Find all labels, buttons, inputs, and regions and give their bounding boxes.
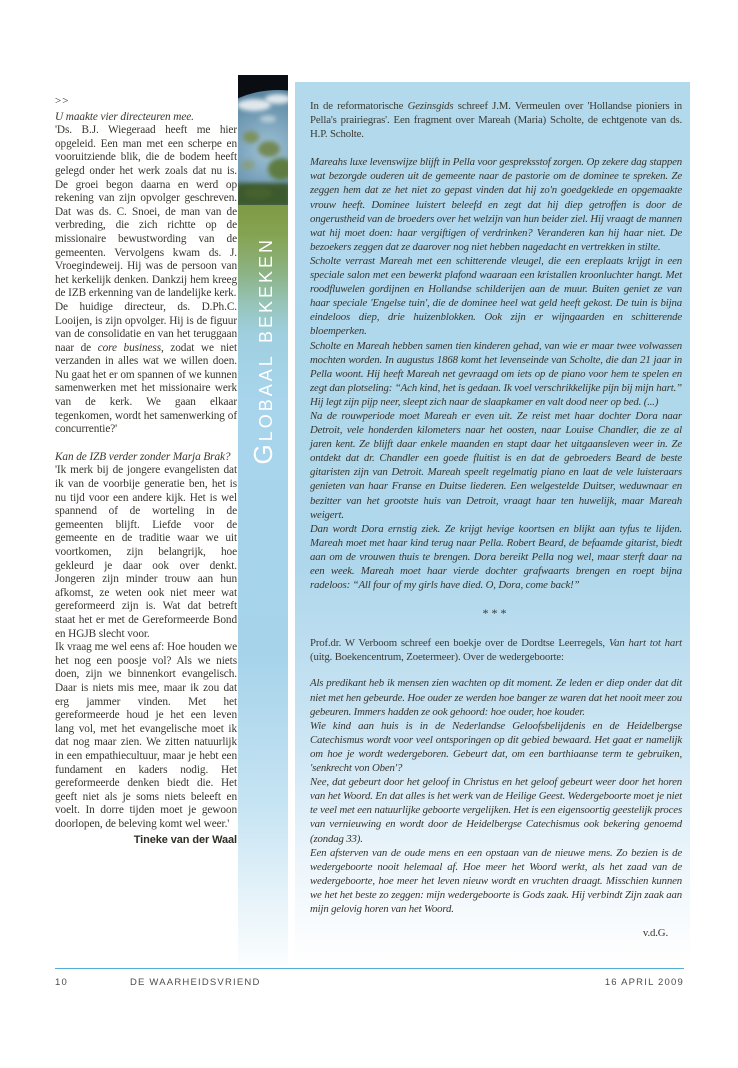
story-paragraph: Scholte en Mareah hebben samen tien kinderen gehad, van wie er maar twee volwassen mochten worden. In augustus 1868 komt het levenseinde van Scholte, die dan 21 jaar in Pella woont. Hij heeft Mareah net gevraagd om iets op de piano voor hem te spelen en zegt dan plotseling: “Ach kind, het is gedaan. Ik voel verschrikkelijke pijn bij mijn hart.” Hij legt zijn pijp neer, sleept zich naar de slaapkamer en valt dood neer op bed. (...) (310, 339, 682, 408)
issue-date: 16 APRIL 2009 (604, 977, 684, 988)
globe-earth-image (238, 75, 288, 205)
quote-paragraph: Nee, dat gebeurt door het geloof in Christus en het geloof gebeurt weer door het horen van het Woord. En dat alles is het werk van de Heilige Geest. Wedergeboorte moet je niet te veel met een natuurlijke geboorte vergelijken. Het is een eigensoortig geestelijk proces van vernieuwing en wordt door de Heidelbergse Catechismus ook bekering genoemd (zondag 33). (310, 776, 683, 845)
book-title: Van hart tot hart (608, 637, 682, 650)
footer-rule (55, 968, 684, 969)
interview-answer-paragraph: 'Ds. B.J. Wiegeraad heeft me hier opgeleid. Een man met een scherpe en vooruitziende blik, die de bodem heeft gelegd onder het werk zoals dat nu is. De groei begon daarna en werd op rekening van zijn opvolger geschreven. Dat was ds. C. Snoei, de man van de verbreding, die zich richtte op de missionaire bewustwording van de gemeenten. Vervolgens kwam ds. J. Vroegindeweij. Hij was de persoon van het kerkelijk denken. Dankzij hem kreeg de IZB erkenning van de landelijke kerk. (55, 124, 237, 300)
page-number: 10 (55, 977, 68, 988)
signoff-initials: v.d.G. (642, 927, 668, 940)
interview-lead-question: U maakte vier directeuren mee. (55, 110, 194, 123)
interview-question: Kan de IZB verder zonder Marja Brak? (55, 450, 231, 463)
quote-paragraph: Als predikant heb ik mensen zien wachten op dit moment. Ze leden er diep onder dat dit niet met hen gebeurde. Hoe ouder ze werden hoe banger ze waren dat het nooit meer zou gebeuren. Immers hadden ze ook gehoord: hoe ouder, hoe kouder. (310, 677, 682, 718)
book-intro (310, 636, 682, 664)
section-title: Globaal bekeken (247, 237, 278, 465)
intro-text: schreef J.M. Vermeulen over 'Hollandse pioniers in Pella's prairiegras'. Een fragment over Mareah (Maria) Scholte, de echtgenote van ds. H.P. Scholte. (310, 100, 682, 141)
quote-paragraph: Wie kind aan huis is in de Nederlandse Geloofsbelijdenis en de Heidelbergse Catechismus wordt voor veel ontsporingen op dit gebied bewaard. Het gaat er namelijk om hoe je wordt wedergeboren. Gebeurt dat, om een barthiaanse term te gebruiken, 'senkrecht von Oben'? (310, 719, 682, 775)
interview-answer-paragraph (55, 301, 237, 437)
answer-text: , zodat we niet verzanden in alles wat we willen doen. Nu gaat het er om spannen of we kunnen samenwerken met het missionaire werk van de kerk. We gaan elkaar tegenkomen, wordt het samenwerking of concurrentie?' (55, 341, 238, 436)
answer-text: De huidige directeur, ds. D.Ph.C. Looijen, is zijn opvolger. Hij is de figuur van de consolidatie en van het teruggaan naar de (55, 300, 237, 354)
left-article-column (55, 95, 237, 848)
story-paragraph: Mareahs luxe levenswijze blijft in Pella voor gespreksstof zorgen. Op zekere dag stappen wat bezorgde ouderen uit de gemeente naar de pastorie om de dominee te spreken. Ze zeggen hem dat ze het niet zo gepast vinden dat hij zo'n goedgeklede en opgemaakte vrouw heeft. Dominee luistert beleefd en zegt dat hij diep getroffen is door de ongerustheid van de broeders over het welzijn van hun beider ziel. Hij vraagt de mannen wat hij moet doen: haar vergiftigen of verdrinken? Veranderen kan hij haar niet. De bezoekers zeggen dat ze daarover nog niet hebben nagedacht en vertrekken in stilte. (310, 156, 682, 253)
intro-text: In de reformatorische (310, 100, 408, 112)
book-intro-text: Prof.dr. W Verboom schreef een boekje over de Dordtse Leerregels, (310, 637, 609, 650)
story-paragraph: Dan wordt Dora ernstig ziek. Ze krijgt hevige koortsen en blijkt aan tyfus te lijden. Mareah moet met haar kind terug naar Pella. Robert Beard, de befaamde gitarist, biedt aan om de vrouwen thuis te brengen. Dora bereikt Pella nog wel, maar sterft daar na een week. Mareah moet haar vierde dochter grafwaarts brengen en roept bijna radeloos: “All four of my girls have died. O, Dora, come back!” (310, 522, 682, 592)
answer-italic-phrase: core business (97, 341, 162, 354)
publication-name: Gezinsgids (407, 100, 454, 112)
continuation-marker: >> (55, 95, 70, 107)
quote-paragraph: Een afsterven van de oude mens en een opstaan van de nieuwe mens. Zo bezien is de wedergeboorte nooit helemaal af. Hoe meer het Woord werkt, als het zaad van de wedergeboorte, hoe meer het leven nieuw wordt en vruchten draagt. Misschien kunnen we het het beste zo zeggen: mijn wedergeboorte is Gods zaak. Hij verbindt Zijn zaak aan mijn gelovig horen van het Woord. (310, 846, 682, 915)
fragment-intro (310, 99, 682, 141)
page-footer (0, 977, 738, 993)
section-banner (238, 75, 288, 965)
section-separator: *** (482, 606, 510, 621)
interview-answer-paragraph: 'Ik merk bij de jongere evangelisten dat ik van de voorbije generatie ben, het is nu tijd voor een andere kijk. Het is wel spannend of de worteling in de gemeenten blijft. Liefde voor de gemeente en de traditie waar we uit voortkomen, zijn belangrijk, hoe gekleurd je daar ook over denkt. Jongeren zijn minder trouw aan hun afkomst, ze weten ook niet meer wat gereformeerd zijn is. Wat dat betreft staat het er met de Gereformeerde Bond en HGJB slecht voor. (55, 464, 237, 640)
author-byline: Tineke van der Waal (133, 834, 237, 847)
story-paragraph: Scholte verrast Mareah met een schitterende vleugel, die een ereplaats krijgt in een speciale salon met een bewerkt plafond waaraan een kristallen kroonluchter hangt. Met roodfluwelen gordijnen en Hollandse schilderijen aan de muur. Buiten geniet ze van haar speciale 'Engelse tuin', die de dominee heel wat geld heeft gekost. De tuin is bijna eindeloos diep, drie huizenblokken. Ook zijn er wijngaarden en schitterende bloemperken. (310, 254, 682, 338)
interview-answer-paragraph: Ik vraag me wel eens af: Hoe houden we het nog een poosje vol? Als we niets doen, zijn we binnenkort evangelisch. Daar is niets mis mee, maar ik zou dat erg jammer vinden. Met het gereformeerde houd je het een leven lang vol, met het evangelische moet ik dat nog maar zien. We zitten natuurlijk in een empathiecultuur, maar je hebt een fundament en kaders nodig. Het gereformeerde denken biedt die. Het geeft niet als je soms niets beleeft en voelt. In dorre tijden moet je gewoon doorlopen, de beleving komt wel weer.' (55, 641, 237, 830)
story-paragraph: Na de rouwperiode moet Mareah er even uit. Ze reist met haar dochter Dora naar Detroit, vele honderden kilometers naar het oosten, naar Louise Chandler, die ze al jaren kent. Ze blijft daar enkele maanden en stapt daar het uitgaansleven weer in. Ze ontdekt dat dr. Chandler een goede fluitist is en dat de gebroeders Beard de beste gitaristen zijn van Detroit. Mareah speelt regelmatig piano en laat de vele luisteraars genieten van haar Franse en Duitse liederen. Een welgestelde Duitser, weduwnaar en bezitter van het grootste huis van Detroit, vraagt haar ten huwelijk, maar Mareah weigert. (310, 409, 682, 521)
banner-label-wrap (238, 215, 288, 487)
globaal-bekeken-panel (295, 82, 690, 965)
magazine-title: DE WAARHEIDSVRIEND (130, 977, 261, 988)
book-intro-text: (uitg. Boekencentrum, Zoetermeer). Over de wedergeboorte: (310, 651, 564, 664)
